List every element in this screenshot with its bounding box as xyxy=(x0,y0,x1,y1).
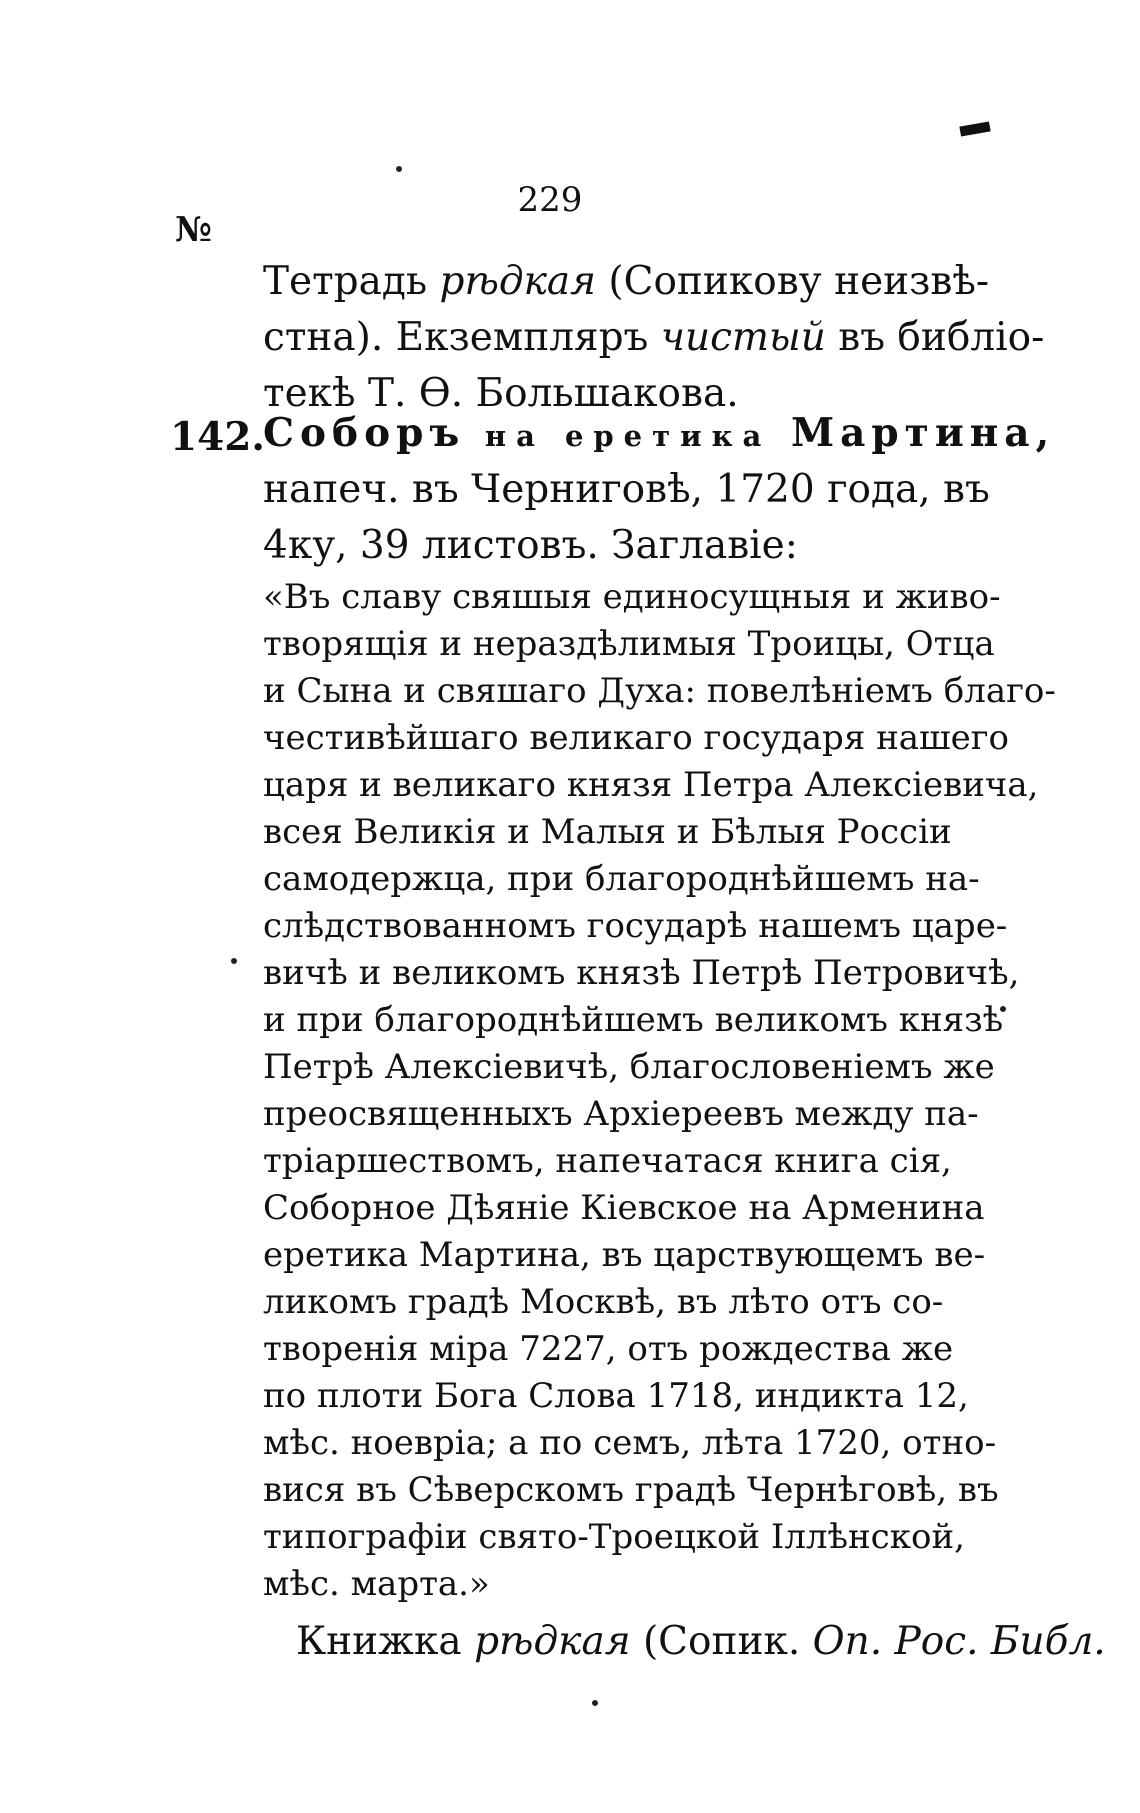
quote-line: еретика Мартина, въ царствующемъ ве- xyxy=(263,1235,986,1275)
entry-number: 142. xyxy=(170,414,265,460)
ink-speck xyxy=(592,1700,598,1706)
text-line: стна). Екземпляръ чистый въ библіо- xyxy=(263,315,1045,360)
quote-line: всея Великія и Малыя и Бѣлыя Россіи xyxy=(263,812,952,852)
quote-line: Соборное Дѣяніе Кіевское на Арменина xyxy=(263,1188,985,1228)
quote-line: «Въ славу свяшыя единосущныя и живо- xyxy=(263,577,1001,617)
text-line: Книжка рѣдкая (Сопик. Оп. Рос. Библ. xyxy=(296,1619,1106,1664)
quote-line: мѣс. ноевріа; а по семъ, лѣта 1720, отно- xyxy=(263,1423,997,1463)
quote-line: Петрѣ Алексіевичѣ, благословеніемъ же xyxy=(263,1047,995,1087)
text-line: текѣ Т. Ѳ. Большакова. xyxy=(263,371,739,416)
quote-line: вися въ Сѣверскомъ градѣ Чернѣговѣ, въ xyxy=(263,1470,999,1510)
quote-line: мѣс. марта.» xyxy=(263,1564,490,1604)
quote-line: самодержца, при благороднѣйшемъ на- xyxy=(263,859,980,899)
text-line: напеч. въ Черниговѣ, 1720 года, въ xyxy=(263,467,990,512)
quote-line: творящія и нераздѣлимыя Троицы, Отца xyxy=(263,624,995,664)
quote-line: честивѣйшаго великаго государя нашего xyxy=(263,718,1010,758)
quote-line: ликомъ градѣ Москвѣ, въ лѣто отъ со- xyxy=(263,1282,944,1322)
ink-speck xyxy=(396,166,402,172)
text-line: Тетрадь рѣдкая (Сопикову неизвѣ- xyxy=(263,259,990,304)
entry-title: Соборъ на еретика Мартина, xyxy=(263,410,1056,456)
quote-line: вичѣ и великомъ князѣ Петрѣ Петровичѣ, xyxy=(263,953,1020,993)
number-sign: № xyxy=(175,210,212,250)
quote-line: и при благороднѣйшемъ великомъ князѣ xyxy=(263,1000,1004,1040)
ink-speck xyxy=(231,958,237,964)
quote-line: слѣдствованномъ государѣ нашемъ царе- xyxy=(263,906,1008,946)
quote-line: и Сына и свяшаго Духа: повелѣніемъ благо- xyxy=(263,671,1056,711)
quote-line: творенія міра 7227, отъ рождества же xyxy=(263,1329,954,1369)
quote-line: типографіи свято-Троецкой Іллѣнской, xyxy=(263,1517,965,1557)
quote-line: по плоти Бога Слова 1718, индикта 12, xyxy=(263,1376,969,1416)
ink-mark xyxy=(959,121,990,136)
page-number: 229 xyxy=(517,180,583,220)
quote-line: преосвященныхъ Архіереевъ между па- xyxy=(263,1094,979,1134)
quote-line: тріаршествомъ, напечатася книга сія, xyxy=(263,1141,952,1181)
quote-line: царя и великаго князя Петра Алексіевича, xyxy=(263,765,1039,805)
text-line: 4ку, 39 листовъ. Заглавіе: xyxy=(263,523,798,568)
